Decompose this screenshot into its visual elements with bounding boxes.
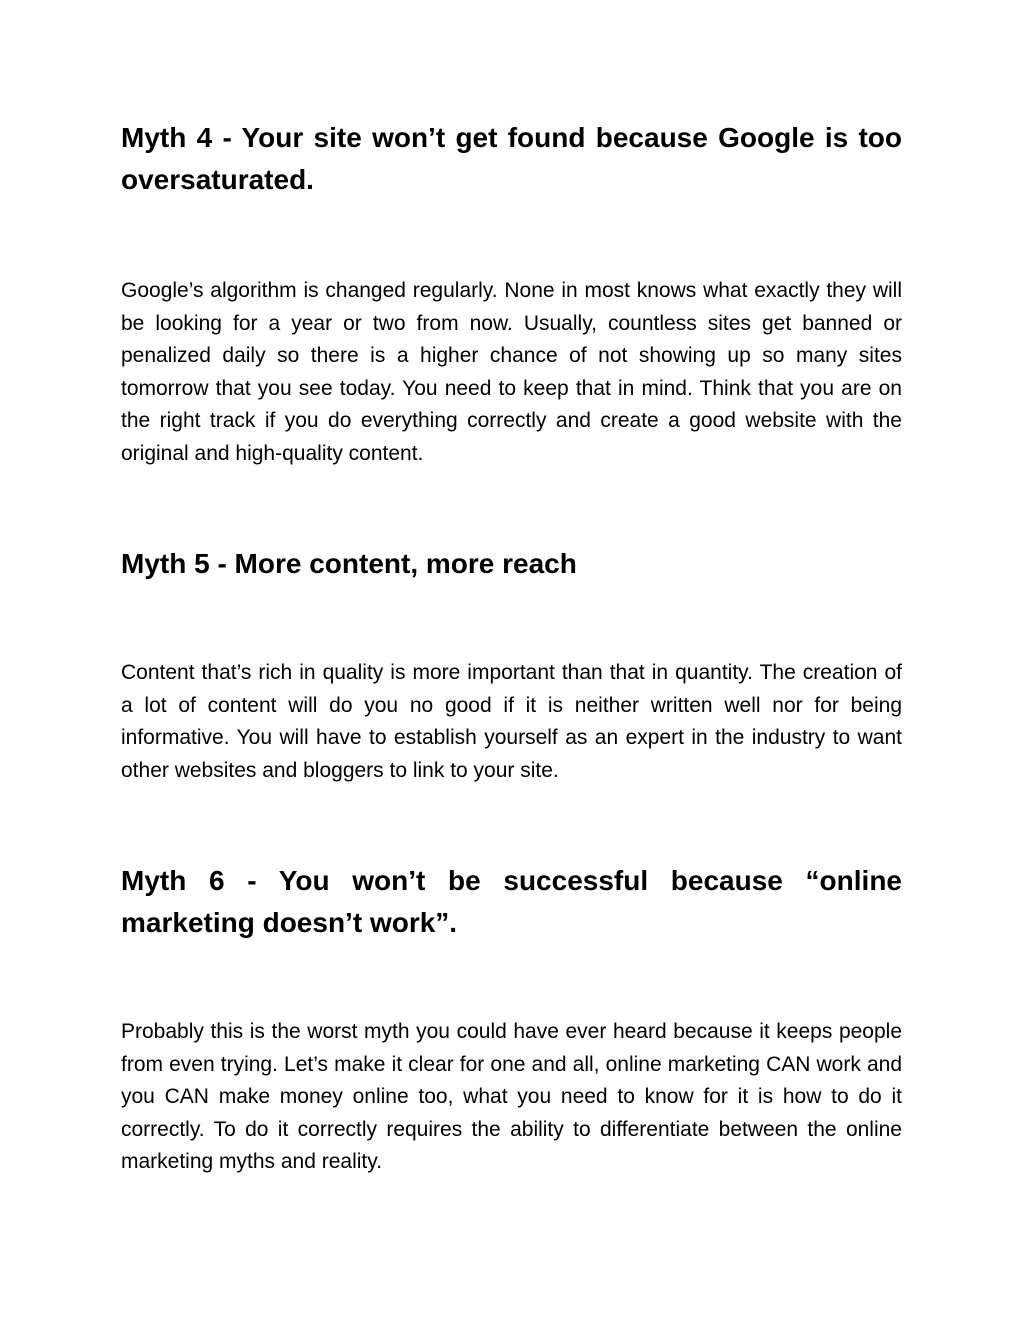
- section-heading-myth-6: Myth 6 - You won’t be successful because “online marketing doesn’t work”.: [121, 865, 902, 938]
- section-body-myth-5: Content that’s rich in quality is more important than that in quantity. The creation of a lot of content will do you no good if it is neither written well nor for being informative. You will have to establish yourself as an expert in the industry to want other websites and bloggers to link to your site.: [121, 661, 902, 782]
- section-body-myth-6: Probably this is the worst myth you could have ever heard because it keeps people from even trying. Let’s make it clear for one and all, online marketing CAN work and you CAN make money online too, what you need to know for it is how to do it correctly. To do it correctly requires the ability to differentiate between the online marketing myths and reality.: [121, 1020, 902, 1174]
- section-heading-myth-4: Myth 4 - Your site won’t get found because Google is too oversaturated.: [121, 122, 902, 195]
- section-body-myth-4: Google’s algorithm is changed regularly. None in most knows what exactly they will be looking for a year or two from now. Usually, countless sites get banned or penalized daily so there is a higher chance of not showing up so many sites tomorrow that you see today. You need to keep that in mind. Think that you are on the right track if you do everything correctly and create a good website with the original and high-quality content.: [121, 279, 902, 465]
- section-heading-myth-5: Myth 5 - More content, more reach: [121, 548, 577, 579]
